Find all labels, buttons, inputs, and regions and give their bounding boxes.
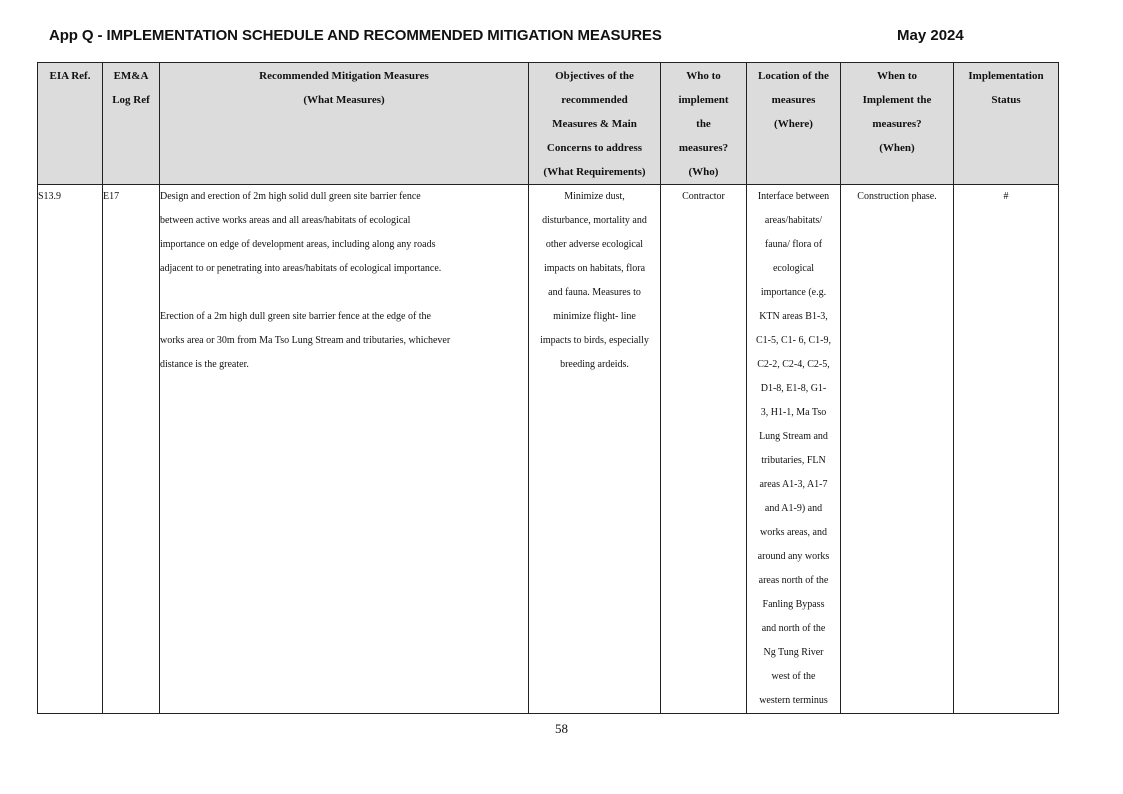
text-line: Design and erection of 2m high solid dull green site barrier fence [160, 191, 421, 202]
implementation-schedule-table [37, 62, 1059, 714]
text-line: and A1-9) and [764, 503, 823, 514]
text-line: Minimize dust, [564, 191, 625, 202]
text-line: tributaries, FLN [761, 455, 826, 466]
text-line: Recommended Mitigation Measures [259, 70, 429, 82]
column-header-eia-ref [38, 63, 103, 185]
text-line: Log Ref [112, 94, 150, 106]
text-line: EM&A [113, 70, 149, 82]
text-line: between active works areas and all areas/habitats of ecological [160, 215, 411, 226]
measures-paragraph-1 [160, 185, 528, 281]
text-line: Erection of a 2m high dull green site barrier fence at the edge of the [160, 311, 431, 322]
text-line: measures? [678, 142, 729, 154]
text-line: distance is the greater. [160, 359, 249, 370]
text-line: Status [991, 94, 1021, 106]
text-line: (Where) [774, 118, 813, 130]
page-number: 58 [555, 721, 568, 736]
text-line: Location of the [758, 70, 829, 82]
text-line: C2-2, C2-4, C2-5, [757, 359, 830, 370]
column-header-measures [160, 63, 529, 185]
text-line: Objectives of the [555, 70, 634, 82]
text-line: ecological [772, 263, 815, 274]
cell-eia-ref: S13.9 [38, 185, 103, 714]
text-line: importance on edge of development areas, including along any roads [160, 239, 436, 250]
text-line: Fanling Bypass [762, 599, 825, 610]
text-line: Implementation [968, 70, 1044, 82]
column-header-objectives [529, 63, 661, 185]
text-line: impacts on habitats, flora [543, 263, 646, 274]
column-header-status [954, 63, 1059, 185]
text-line: areas/habitats/ [764, 215, 823, 226]
text-line: areas north of the [758, 575, 829, 586]
text-line: and north of the [761, 623, 826, 634]
text-line: breeding ardeids. [560, 359, 629, 370]
text-line: works areas, and [760, 527, 827, 538]
document-date: May 2024 [897, 27, 964, 44]
text-line: (What Measures) [303, 94, 385, 106]
text-line: C1-5, C1- 6, C1-9, [756, 335, 831, 346]
text-line: the [696, 118, 711, 130]
text-line: importance (e.g. [760, 287, 827, 298]
table-header-row [38, 63, 1059, 185]
text-line: When to [876, 70, 918, 82]
cell-implementation-status: # [954, 185, 1059, 714]
text-line: disturbance, mortality and [542, 215, 647, 226]
text-line: Concerns to address [546, 142, 643, 154]
text-line: measures [771, 94, 816, 106]
cell-measures [160, 185, 529, 714]
text-line: Measures & Main [552, 118, 637, 130]
text-line: EIA Ref. [49, 70, 91, 82]
table-row [38, 185, 1059, 714]
text-line: D1-8, E1-8, G1- [760, 383, 827, 394]
column-header-who [661, 63, 747, 185]
text-line: fauna/ flora of [764, 239, 823, 250]
text-line: Ng Tung River [763, 647, 824, 658]
text-line: areas A1-3, A1-7 [759, 479, 828, 490]
text-line: works area or 30m from Ma Tso Lung Stream and tributaries, whichever [160, 335, 451, 346]
column-header-ema-log-ref [103, 63, 160, 185]
cell-objectives [529, 185, 661, 714]
text-line: Implement the [862, 94, 932, 106]
text-line: around any works [757, 551, 830, 562]
text-line: and fauna. Measures to [548, 287, 641, 298]
column-header-location [747, 63, 841, 185]
text-line: western terminus [759, 695, 828, 706]
text-line: (Who) [688, 166, 719, 178]
text-line: implement [678, 94, 729, 106]
cell-who: Contractor [661, 185, 747, 714]
cell-ema-log-ref: E17 [103, 185, 160, 714]
text-line: measures? [872, 118, 922, 130]
text-line: 3, H1-1, Ma Tso [760, 407, 827, 418]
cell-location [747, 185, 841, 714]
measures-paragraph-2 [160, 305, 528, 377]
text-line: minimize flight- line [553, 311, 636, 322]
text-line: other adverse ecological [545, 239, 644, 250]
document-title: App Q - IMPLEMENTATION SCHEDULE AND RECOMMENDED MITIGATION MEASURES [49, 27, 662, 44]
text-line: Interface between [757, 191, 830, 202]
text-line: (What Requirements) [543, 166, 646, 178]
text-line: (When) [879, 142, 915, 154]
column-header-when [841, 63, 954, 185]
cell-when: Construction phase. [841, 185, 954, 714]
text-line: recommended [561, 94, 628, 106]
text-line: west of the [771, 671, 816, 682]
text-line: impacts to birds, especially [540, 335, 649, 346]
text-line: KTN areas B1-3, [759, 311, 828, 322]
text-line: adjacent to or penetrating into areas/habitats of ecological importance. [160, 263, 442, 274]
text-line: Who to [686, 70, 721, 82]
text-line: Lung Stream and [759, 431, 828, 442]
